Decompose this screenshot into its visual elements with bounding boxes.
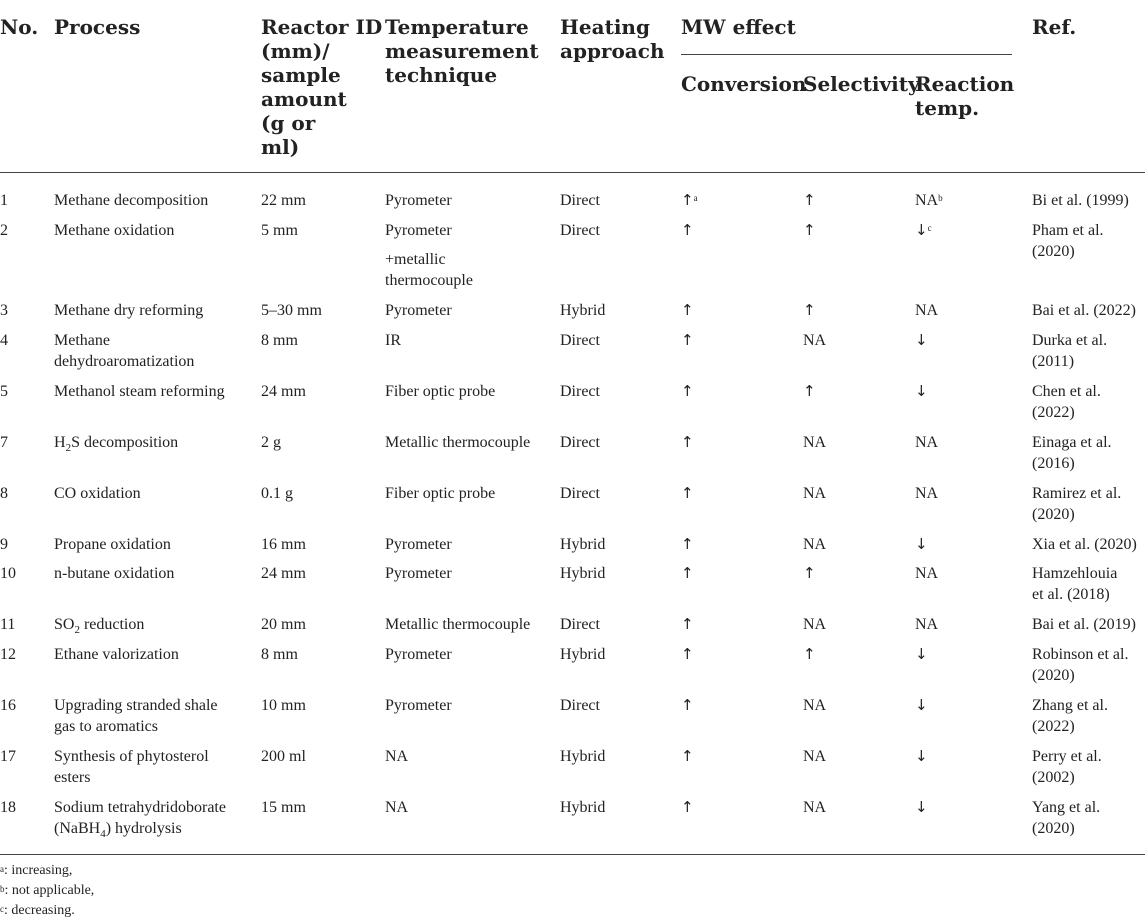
- cell-conversion: [681, 381, 694, 402]
- cell-process: dehydroaromatization: [54, 353, 195, 370]
- up-arrow-icon: ↑: [681, 382, 694, 400]
- cell-reaction-temp: [915, 644, 928, 665]
- cell-conversion: [681, 300, 694, 321]
- cell-heating: Hybrid: [560, 302, 606, 319]
- cell-reaction-temp: [915, 695, 928, 716]
- cell-temp-technique: Fiber optic probe: [385, 485, 496, 502]
- cell-reactor: 5 mm: [261, 222, 298, 239]
- cell-ref: Chen et al.: [1032, 383, 1101, 400]
- cell-ref: Ramirez et al.: [1032, 485, 1122, 502]
- cell-reactor: 10 mm: [261, 697, 306, 714]
- header-reaction-temp-line: temp.: [915, 96, 980, 120]
- cell-temp-technique: Pyrometer: [385, 222, 452, 239]
- cell-process: Synthesis of phytosterol: [54, 748, 209, 765]
- cell-heating: Hybrid: [560, 748, 606, 765]
- cell-process: [54, 614, 144, 637]
- cell-ref: Yang et al.: [1032, 799, 1101, 816]
- cell-reactor: 20 mm: [261, 616, 306, 633]
- formula-part: (NaBH: [54, 820, 101, 837]
- cell-process: Ethane valorization: [54, 646, 179, 663]
- cell-reactor: 8 mm: [261, 646, 298, 663]
- up-arrow-icon: ↑: [803, 301, 816, 319]
- cell-heating: Direct: [560, 332, 600, 349]
- up-arrow-icon: ↑: [803, 221, 816, 239]
- cell-ref: Robinson et al.: [1032, 646, 1129, 663]
- formula-subscript: 2: [65, 442, 72, 454]
- cell-selectivity: [803, 190, 816, 211]
- cell-ref: Durka et al.: [1032, 332, 1108, 349]
- cell-ref: Pham et al.: [1032, 222, 1104, 239]
- cell-ref: (2016): [1032, 455, 1075, 472]
- up-arrow-icon: ↑: [681, 221, 694, 239]
- header-selectivity: Selectivity: [803, 72, 920, 96]
- up-arrow-icon: ↑: [681, 798, 694, 816]
- cell-reactor: 5–30 mm: [261, 302, 322, 319]
- cell-temp-technique: NA: [385, 799, 409, 816]
- cell-process: Methane dry reforming: [54, 302, 204, 319]
- cell-heating: Hybrid: [560, 565, 606, 582]
- cell-conversion: [681, 190, 698, 211]
- cell-reactor: 24 mm: [261, 565, 306, 582]
- cell-no: 3: [0, 302, 8, 319]
- cell-no: 12: [0, 646, 16, 663]
- cell-heating: Direct: [560, 222, 600, 239]
- formula-part: SO: [54, 616, 75, 633]
- cell-no: 8: [0, 485, 8, 502]
- cell-temp-technique: Fiber optic probe: [385, 383, 496, 400]
- cell-temp-technique: IR: [385, 332, 401, 349]
- header-temp-line: measurement: [385, 39, 539, 63]
- down-arrow-icon: ↓: [915, 535, 928, 553]
- cell-reactor: 2 g: [261, 434, 281, 451]
- footnote-text: : decreasing.: [4, 903, 75, 918]
- footnote-mark: a: [0, 864, 4, 874]
- header-heating-line: Heating: [560, 15, 650, 39]
- cell-heating: Hybrid: [560, 799, 606, 816]
- cell-selectivity: [803, 300, 816, 321]
- cell-reaction-temp: [915, 797, 928, 818]
- cell-reaction-temp: NA: [915, 434, 939, 451]
- up-arrow-icon: ↑: [803, 191, 816, 209]
- cell-conversion: [681, 797, 694, 818]
- header-reactor-line: amount: [261, 87, 347, 111]
- cell-process: Methane oxidation: [54, 222, 175, 239]
- cell-selectivity: NA: [803, 485, 827, 502]
- cell-no: 16: [0, 697, 16, 714]
- cell-heating: Direct: [560, 434, 600, 451]
- footnote: [0, 902, 75, 920]
- footnote-text: : increasing,: [4, 863, 73, 878]
- cell-reaction-temp: [915, 190, 943, 211]
- cell-heating: Hybrid: [560, 536, 606, 553]
- cell-ref: Einaga et al.: [1032, 434, 1112, 451]
- cell-conversion: [681, 563, 694, 584]
- cell-no: 11: [0, 616, 16, 633]
- header-ref: Ref.: [1032, 15, 1077, 39]
- cell-temp-technique: +metallic: [385, 251, 446, 268]
- cell-ref: (2020): [1032, 243, 1075, 260]
- cell-temp-technique: Pyrometer: [385, 192, 452, 209]
- cell-reaction-temp: [915, 746, 928, 767]
- cell-selectivity: NA: [803, 434, 827, 451]
- up-arrow-icon: ↑: [681, 747, 694, 765]
- cell-conversion: [681, 330, 694, 351]
- up-arrow-icon: ↑: [681, 433, 694, 451]
- down-arrow-icon: ↓: [915, 382, 928, 400]
- footnote: [0, 862, 72, 880]
- cell-temp-technique: Pyrometer: [385, 565, 452, 582]
- cell-process: CO oxidation: [54, 485, 141, 502]
- cell-reaction-temp: [915, 220, 932, 241]
- cell-conversion: [681, 220, 694, 241]
- header-process: Process: [54, 15, 141, 39]
- up-arrow-icon: ↑: [681, 615, 694, 633]
- header-temp-line: Temperature: [385, 15, 529, 39]
- cell-temp-technique: Pyrometer: [385, 536, 452, 553]
- cell-no: 4: [0, 332, 8, 349]
- header-reactor-line: sample: [261, 63, 341, 87]
- cell-reaction-temp: NA: [915, 565, 939, 582]
- cell-reactor: 22 mm: [261, 192, 306, 209]
- cell-process: Methane decomposition: [54, 192, 209, 209]
- cell-no: 7: [0, 434, 8, 451]
- cell-heating: Direct: [560, 485, 600, 502]
- cell-process: n-butane oxidation: [54, 565, 175, 582]
- header-reactor-line: ml): [261, 135, 300, 159]
- cell-no: 9: [0, 536, 8, 553]
- down-arrow-icon: ↓: [915, 798, 928, 816]
- cell-ref: (2011): [1032, 353, 1075, 370]
- cell-selectivity: [803, 220, 816, 241]
- cell-reaction-temp: [915, 381, 928, 402]
- cell-temp-technique: Pyrometer: [385, 302, 452, 319]
- cell-heating: Direct: [560, 697, 600, 714]
- cell-reactor: 16 mm: [261, 536, 306, 553]
- cell-no: 1: [0, 192, 8, 209]
- footnote-mark: b: [0, 884, 5, 894]
- cell-selectivity: NA: [803, 697, 827, 714]
- cell-process: [54, 818, 182, 841]
- cell-temp-technique: NA: [385, 748, 409, 765]
- cell-process: Methanol steam reforming: [54, 383, 225, 400]
- cell-heating: Direct: [560, 616, 600, 633]
- up-arrow-icon: ↑: [681, 301, 694, 319]
- cell-ref: (2002): [1032, 769, 1075, 786]
- header-reactor-line: Reactor ID: [261, 15, 383, 39]
- cell-selectivity: NA: [803, 616, 827, 633]
- header-reaction-temp-line: Reaction: [915, 72, 1015, 96]
- down-arrow-icon: ↓: [915, 696, 928, 714]
- cell-conversion: [681, 644, 694, 665]
- cell-ref: Perry et al.: [1032, 748, 1102, 765]
- cell-process: gas to aromatics: [54, 718, 158, 735]
- cell-selectivity: NA: [803, 536, 827, 553]
- cell-heating: Hybrid: [560, 646, 606, 663]
- cell-process: esters: [54, 769, 91, 786]
- cell-selectivity: NA: [803, 799, 827, 816]
- cell-ref: Bai et al. (2022): [1032, 302, 1136, 319]
- header-no: No.: [0, 15, 39, 39]
- cell-conversion: [681, 483, 694, 504]
- up-arrow-icon: ↑: [803, 645, 816, 663]
- cell-temp-technique: Pyrometer: [385, 697, 452, 714]
- down-arrow-icon: ↓: [915, 331, 928, 349]
- na-value: NA: [915, 192, 939, 209]
- up-arrow-icon: ↑: [681, 535, 694, 553]
- cell-process: Propane oxidation: [54, 536, 171, 553]
- cell-process: Methane: [54, 332, 110, 349]
- cell-ref: (2022): [1032, 718, 1075, 735]
- footnote: [0, 882, 94, 900]
- cell-conversion: [681, 432, 694, 453]
- footnote-mark: b: [938, 193, 943, 203]
- cell-reaction-temp: NA: [915, 302, 939, 319]
- up-arrow-icon: ↑: [681, 191, 694, 209]
- cell-ref: (2020): [1032, 820, 1075, 837]
- header-reactor-line: (mm)/: [261, 39, 330, 63]
- footnote-mark: c: [927, 223, 932, 233]
- formula-part: S decomposition: [71, 434, 179, 451]
- up-arrow-icon: ↑: [681, 696, 694, 714]
- cell-selectivity: [803, 644, 816, 665]
- down-arrow-icon: ↓: [915, 747, 928, 765]
- up-arrow-icon: ↑: [681, 645, 694, 663]
- header-mw-effect: MW effect: [681, 15, 796, 39]
- up-arrow-icon: ↑: [681, 564, 694, 582]
- cell-process: Sodium tetrahydridoborate: [54, 799, 226, 816]
- cell-conversion: [681, 746, 694, 767]
- cell-reactor: 200 ml: [261, 748, 306, 765]
- cell-conversion: [681, 614, 694, 635]
- header-temp-line: technique: [385, 63, 498, 87]
- footnote-mark: c: [0, 904, 4, 914]
- cell-temp-technique: Pyrometer: [385, 646, 452, 663]
- cell-ref: Xia et al. (2020): [1032, 536, 1137, 553]
- cell-selectivity: [803, 563, 816, 584]
- cell-reactor: 15 mm: [261, 799, 306, 816]
- down-arrow-icon: ↓: [915, 645, 928, 663]
- cell-conversion: [681, 695, 694, 716]
- up-arrow-icon: ↑: [803, 564, 816, 582]
- cell-temp-technique: Metallic thermocouple: [385, 434, 531, 451]
- formula-part: ) hydrolysis: [105, 820, 182, 837]
- footnote-text: : not applicable,: [4, 883, 95, 898]
- cell-no: 5: [0, 383, 8, 400]
- table-bottom-rule: [0, 854, 1145, 855]
- cell-ref: (2020): [1032, 506, 1075, 523]
- up-arrow-icon: ↑: [803, 382, 816, 400]
- cell-selectivity: NA: [803, 332, 827, 349]
- cell-ref: Bai et al. (2019): [1032, 616, 1136, 633]
- formula-subscript: 4: [100, 828, 106, 840]
- cell-no: 17: [0, 748, 16, 765]
- cell-reactor: 8 mm: [261, 332, 298, 349]
- cell-ref: et al. (2018): [1032, 586, 1110, 603]
- formula-part: reduction: [79, 616, 145, 633]
- cell-selectivity: NA: [803, 748, 827, 765]
- cell-ref: Bi et al. (1999): [1032, 192, 1129, 209]
- cell-reactor: 24 mm: [261, 383, 306, 400]
- cell-no: 10: [0, 565, 16, 582]
- cell-ref: Hamzehlouia: [1032, 565, 1118, 582]
- cell-conversion: [681, 534, 694, 555]
- cell-reaction-temp: NA: [915, 485, 939, 502]
- header-reactor-line: (g or: [261, 111, 316, 135]
- down-arrow-icon: ↓: [915, 221, 928, 239]
- cell-ref: (2022): [1032, 404, 1075, 421]
- cell-ref: Zhang et al.: [1032, 697, 1108, 714]
- cell-heating: Direct: [560, 383, 600, 400]
- cell-process: Upgrading stranded shale: [54, 697, 218, 714]
- cell-temp-technique: Metallic thermocouple: [385, 616, 531, 633]
- cell-ref: (2020): [1032, 667, 1075, 684]
- cell-no: 2: [0, 222, 8, 239]
- cell-temp-technique: thermocouple: [385, 272, 473, 289]
- up-arrow-icon: ↑: [681, 331, 694, 349]
- cell-reaction-temp: NA: [915, 616, 939, 633]
- cell-reaction-temp: [915, 534, 928, 555]
- header-conversion: Conversion: [681, 72, 807, 96]
- footnote-mark: a: [693, 193, 698, 203]
- formula-part: H: [54, 434, 66, 451]
- cell-selectivity: [803, 381, 816, 402]
- header-heating-line: approach: [560, 39, 665, 63]
- cell-heating: Direct: [560, 192, 600, 209]
- cell-reaction-temp: [915, 330, 928, 351]
- cell-process: [54, 432, 178, 455]
- cell-no: 18: [0, 799, 16, 816]
- cell-reactor: 0.1 g: [261, 485, 293, 502]
- formula-subscript: 2: [74, 624, 80, 636]
- up-arrow-icon: ↑: [681, 484, 694, 502]
